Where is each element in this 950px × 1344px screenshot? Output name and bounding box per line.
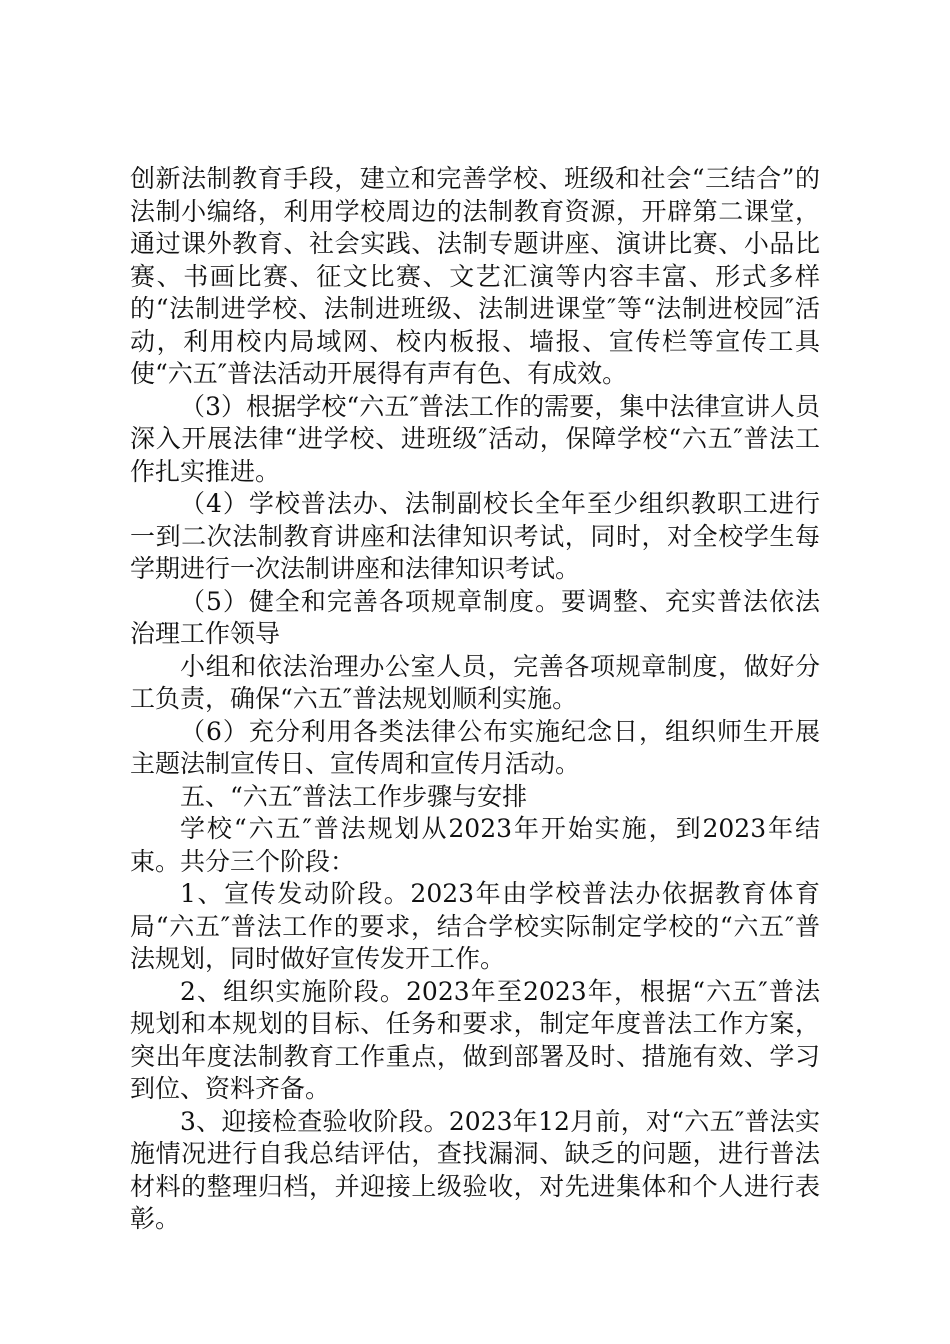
paragraph-stage-2: 2、组织实施阶段。2023年至2023年，根据“六五″普法规划和本规划的目标、任务和要求，制定年度普法工作方案，突出年度法制教育工作重点，做到部署及时、措施有效、学习到位、资料齐备。 bbox=[130, 976, 820, 1103]
paragraph-stage-3: 3、迎接检查验收阶段。2023年12月前，对“六五″普法实施情况进行自我总结评估，查找漏洞、缺乏的问题，进行普法材料的整理归档，并迎接上级验收，对先进集体和个人进行表彰。 bbox=[130, 1106, 820, 1233]
document-body bbox=[130, 163, 820, 1236]
paragraph-item-5-continued: 小组和依法治理办公室人员，完善各项规章制度，做好分工负责，确保“六五″普法规划顺利实施。 bbox=[130, 651, 820, 713]
paragraph-item-6: （6）充分利用各类法律公布实施纪念日，组织师生开展主题法制宣传日、宣传周和宣传月活动。 bbox=[130, 716, 820, 778]
paragraph-item-5: （5）健全和完善各项规章制度。要调整、充实普法依法治理工作领导 bbox=[130, 586, 820, 648]
section-heading-five: 五、“六五″普法工作步骤与安排 bbox=[180, 781, 528, 811]
paragraph-intro: 创新法制教育手段，建立和完善学校、班级和社会“三结合”的法制小编络，利用学校周边的法制教育资源，开辟第二课堂，通过课外教育、社会实践、法制专题讲座、演讲比赛、小品比赛、书画比赛、征文比赛、文艺汇演等内容丰富、形式多样的“法制进学校、法制进班级、法制进课堂″等“法制进校园″活动，利用校内局域网、校内板报、墙报、宣传栏等宣传工具使“六五″普法活动开展得有声有色、有成效。 bbox=[130, 164, 820, 388]
paragraph-item-3: （3）根据学校“六五″普法工作的需要，集中法律宣讲人员深入开展法律“进学校、进班级″活动，保障学校“六五″普法工作扎实推进。 bbox=[130, 391, 820, 486]
paragraph-stage-1: 1、宣传发动阶段。2023年由学校普法办依据教育体育局“六五″普法工作的要求，结合学校实际制定学校的“六五″普法规划，同时做好宣传发开工作。 bbox=[130, 879, 820, 973]
paragraph-schedule-intro: 学校“六五″普法规划从2023年开始实施，到2023年结束。共分三个阶段： bbox=[130, 814, 820, 876]
paragraph-item-4: （4）学校普法办、法制副校长全年至少组织教职工进行一到二次法制教育讲座和法律知识考试，同时，对全校学生每学期进行一次法制讲座和法律知识考试。 bbox=[130, 489, 820, 583]
